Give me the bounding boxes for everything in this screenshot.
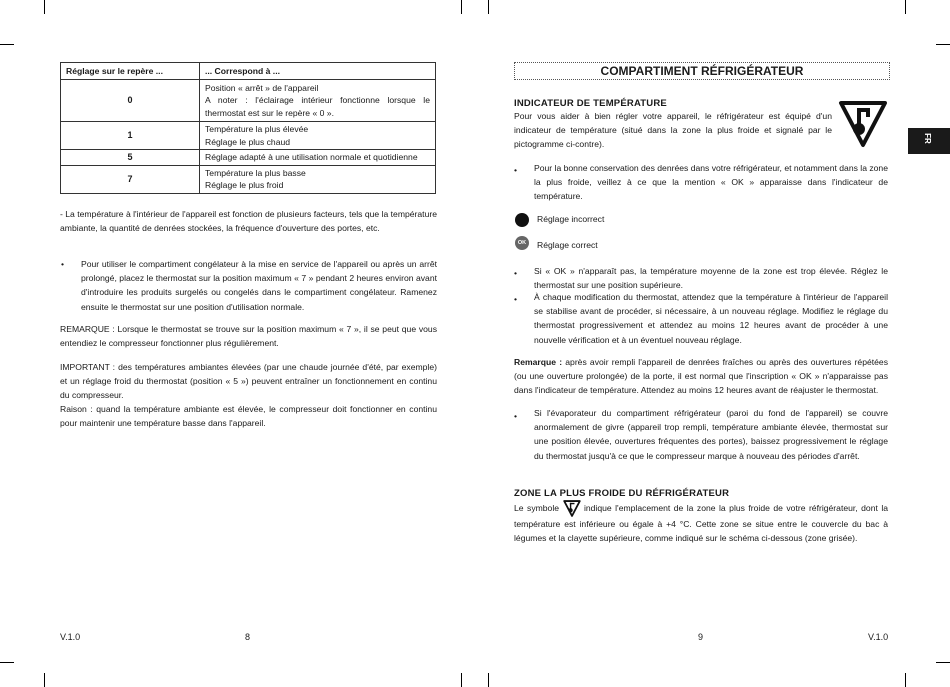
section-title: COMPARTIMENT RÉFRIGÉRATEUR [514,62,890,80]
crop-mark [44,673,45,687]
incorrect-setting-icon [515,213,529,227]
remarque-label: Remarque : [514,357,563,367]
bullet-marker: • [514,268,518,278]
table-row [61,122,436,150]
cell-line: Réglage adapté à une utilisation normale et quotidienne [205,152,418,162]
table-header-row [61,63,436,80]
page-number: 9 [698,632,704,642]
thermostat-table [60,62,436,194]
table-cell-value [200,165,436,193]
paragraph-ok-bullet: Pour la bonne conservation des denrées dans votre réfrigérateur, et notamment dans la zone la plus froide, veillez à ce que la mention « OK » apparaisse dans l'indicateur de température. [534,163,888,202]
ok-setting-icon: OK [515,236,529,250]
crop-mark [461,0,462,14]
paragraph-raison: Raison : quand la température ambiante est élevée, le compresseur doit fonctionner en continu pour maintenir une température basse dans l'appareil. [60,404,437,429]
table-header: Réglage sur le repère ... [61,63,200,80]
heading-temperature-indicator: INDICATEUR DE TEMPÉRATURE [514,98,667,109]
crop-mark [488,673,489,687]
table-cell-key: 7 [61,165,200,193]
language-tab-label: FR [922,133,932,144]
table-row [61,150,436,166]
cell-line: Température la plus basse [205,167,306,178]
crop-mark [44,0,45,14]
paragraph-coldest-zone [514,500,888,545]
bullet-marker: • [61,259,65,269]
crop-mark [488,0,489,14]
bullet-marker: • [514,411,518,421]
label-correct: Réglage correct [537,240,598,250]
remarque-text: après avoir rempli l'appareil de denrées fraîches ou après des ouvertures répétées (ou une ouverture prolongée) de la porte, il est normal que l'inscription « OK » n'apparaisse pas dans l'indicateur de température. Attendez au moins 12 heures avant de réajuster le thermostat. [514,357,888,396]
paragraph-important: IMPORTANT : des températures ambiantes élevées (par une chaude journée d'été, par exemple) et un réglage froid du thermostat (position « 5 ») peuvent entraîner un fonctionnement en continu du compresseur. [60,362,437,401]
table-cell-value [200,150,436,166]
table-row [61,165,436,193]
table-cell-key: 5 [61,150,200,166]
page-number: 8 [245,632,251,642]
crop-mark [936,662,950,663]
footer-version: V.1.0 [868,632,889,642]
cell-line: Réglage le plus froid [205,180,284,190]
table-cell-value [200,80,436,122]
crop-mark [905,0,906,14]
label-incorrect: Réglage incorrect [537,214,605,224]
paragraph-evaporator: Si l'évaporateur du compartiment réfrigérateur (paroi du fond de l'appareil) se couvre anormalement de givre (appareil trop rempli, température ambiante élevée, thermostat sur une position élevée, ouvertures fréquentes des portes), baissez progressivement le réglage du thermostat jusqu'à ce que le compresseur marque à nouveau des périodes d'arrêt. [534,408,888,461]
footer-version: V.1.0 [60,632,81,642]
crop-mark [936,44,950,45]
paragraph-remarque: REMARQUE : Lorsque le thermostat se trouve sur la position maximum « 7 », il se peut que vous entendiez le compresseur fonctionner plus régulièrement. [60,324,437,349]
cell-line: Position « arrêt » de l'appareil [205,82,319,93]
table-cell-key: 0 [61,80,200,122]
paragraph-factors: - La température à l'intérieur de l'appareil est fonction de plusieurs facteurs, tels que la température ambiante, la quantité de denrées stockées, la fréquence d'ouverture des portes, etc. [60,209,437,234]
crop-mark [0,662,14,663]
table-row [61,80,436,122]
bullet-marker: • [514,165,518,175]
crop-mark [905,673,906,687]
coldest-zone-text-b: indique l'emplacement de la zone la plus froide de votre réfrigérateur, dont la température est inférieure ou égale à +4 °C. Cette zone se situe entre le couvercle du bac à légumes et la clayette supérieure, comme indiqué sur le schéma ci-dessous (zone grisée). [514,502,889,544]
table-cell-value [200,122,436,150]
paragraph-thermostat-change: À chaque modification du thermostat, attendez que la température à l'intérieur de l'appareil se stabilise avant de procéder, si nécessaire, à un nouveau réglage. Modifiez le réglage du thermostat progressivement et attendez au moins 12 heures avant de procéder à une nouvelle vérification et à un éventuel nouveau réglage. [534,292,888,345]
cell-line: Réglage le plus chaud [205,136,291,147]
paragraph-ok-missing: Si « OK » n'apparaît pas, la température moyenne de la zone est trop élevée. Réglez le thermostat sur une position supérieure. [534,266,888,291]
cell-line: Température la plus élevée [205,124,309,134]
coldest-zone-text-a: Le symbole [514,502,560,513]
paragraph-freezer-startup: Pour utiliser le compartiment congélateur à la mise en service de l'appareil ou après un arrêt prolongé, placez le thermostat sur la position maximum « 7 » pendant 2 heures environ avant d'introduire les produits surgelés ou congelés dans le compartiment congélateur. Ramenez ensuite le thermostat sur une position d'utilisation normale. [81,259,437,312]
bullet-marker: • [514,294,518,304]
cold-zone-pictogram-icon [838,100,888,148]
paragraph-indicator-intro: Pour vous aider à bien régler votre appareil, le réfrigérateur est équipé d'un indicateur de température (situé dans la zone la plus froide et signalé par le pictogramme ci-contre). [514,111,832,150]
cold-zone-inline-icon [563,500,581,517]
heading-coldest-zone: ZONE LA PLUS FROIDE DU RÉFRIGÉRATEUR [514,488,730,499]
table-cell-key: 1 [61,122,200,150]
crop-mark [461,673,462,687]
cell-line: A noter : l'éclairage intérieur fonctionne lorsque le thermostat est sur le repère « 0 ». [205,95,430,118]
language-tab [908,128,950,154]
table-header: ... Correspond à ... [200,63,436,80]
paragraph-remarque-right [514,355,888,398]
crop-mark [0,44,14,45]
